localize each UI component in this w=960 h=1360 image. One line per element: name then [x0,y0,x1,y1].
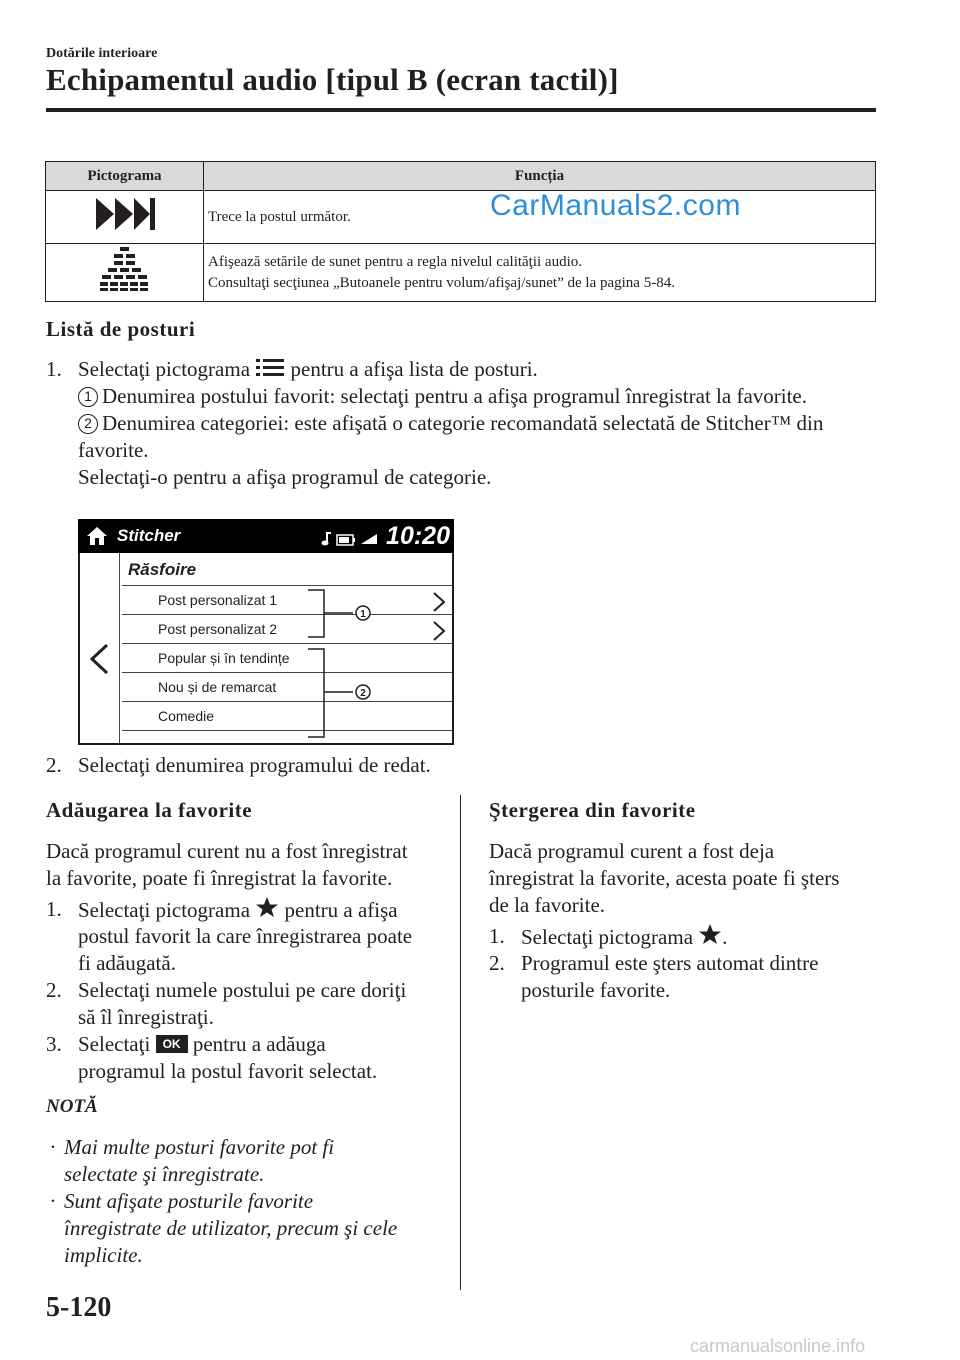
battery-icon [336,534,356,546]
footer-watermark: carmanualsonline.info [690,1336,866,1356]
table-row [46,191,876,244]
add-favorites-heading: Adăugarea la favorite [46,798,253,822]
note-text: selectate şi înregistrate. [64,1162,265,1186]
body-text: la favorite, poate fi înregistrat la favorite. [46,866,393,890]
step-number: 1. [46,357,62,381]
bullet: · [50,1135,56,1159]
callout-label-2: 2 [360,688,366,699]
station-list-step2: Selectaţi denumirea programului de redat. [78,753,431,777]
step-number: 2. [489,951,505,975]
page-number: 5-120 [46,1292,112,1323]
add-favorites-step3: Selectaţi OK pentru a adăuga [78,1032,326,1056]
station-list-step1: Selectaţi pictograma pentru a afişa lista de posturi. [78,357,538,381]
station-list-heading: Listă de posturi [46,317,196,341]
skip-forward-icon [94,196,156,232]
music-note-icon [320,531,332,547]
body-text: programul la postul favorit selectat. [78,1059,378,1083]
title-rule [46,108,876,112]
note-text: implicite. [64,1243,143,1267]
table-cell-text: Afişează setările de sunet pentru a regla nivelul calităţii audio. [208,253,583,270]
remove-favorites-heading: Ştergerea din favorite [489,798,696,822]
stitcher-screen-illustration [78,519,454,745]
icon-function-table [45,161,876,302]
bullet: · [50,1189,56,1213]
list-item[interactable]: Nou și de remarcat [122,673,452,702]
equalizer-icon [98,246,152,292]
screen-status-bar [78,519,454,553]
callout-label-1: 1 [360,609,366,620]
browse-heading: Răsfoire [122,553,452,586]
section-label: Dotările interioare [46,46,158,61]
body-text: Dacă programul curent nu a fost înregistrat [46,839,408,863]
screen-content [80,553,452,743]
note-text: Sunt afişate posturile favorite [64,1189,314,1213]
callout-marker-1: 1 [78,387,98,407]
screen-clock: 10:20 [386,522,450,550]
note-text: înregistrate de utilizator, precum şi cele [64,1216,398,1240]
remove-favorites-step1: Selectaţi pictograma . [521,925,728,949]
list-item[interactable]: Popular și în tendințe [122,644,452,673]
body-text: favorite. [78,438,149,462]
table-row [46,244,876,302]
table-header-row [46,162,876,191]
note-text: Mai multe posturi favorite pot fi [64,1135,335,1159]
step-number: 1. [46,897,62,921]
body-text: postul favorit la care înregistrarea poate [78,924,413,948]
step-number: 1. [489,924,505,948]
step-number: 3. [46,1032,62,1056]
page-title: Echipamentul audio [tipul B (ecran tactil)] [46,62,619,97]
watermark: CarManuals2.com [490,189,741,222]
column-divider [460,795,461,1290]
body-text: înregistrat la favorite, acesta poate fi şters [489,866,840,890]
callout-note-1: 1 Denumirea postului favorit: selectaţi pentru a afişa programul înregistrat la favorite. [78,383,807,410]
body-text: de la favorite. [489,893,606,917]
step-number: 2. [46,753,62,777]
table-cell-text: Consultaţi secţiunea „Butoanele pentru volum/afişaj/sunet” de la pagina 5-84. [208,274,675,291]
step-number: 2. [46,978,62,1002]
list-icon [255,357,285,379]
star-icon [698,923,722,945]
list-item[interactable]: Post personalizat 2 [122,615,452,644]
note-label: NOTĂ [46,1096,98,1117]
star-icon [255,896,279,918]
body-text: Programul este şters automat dintre [521,951,819,975]
signal-strength-icon [360,533,378,545]
screen-app-title: Stitcher [117,526,181,545]
body-text: Dacă programul curent a fost deja [489,839,775,863]
add-favorites-step1: Selectaţi pictograma pentru a afişa [78,898,398,922]
home-icon [86,526,108,546]
list-item[interactable]: Comedie [122,702,452,731]
table-header-function: Funcția [204,162,876,191]
ok-button-icon: OK [156,1035,188,1053]
callout-brackets [80,553,452,743]
body-text: Selectaţi-o pentru a afişa programul de categorie. [78,465,492,489]
body-text: Selectaţi numele postului pe care doriţi [78,978,407,1002]
body-text: fi adăugată. [78,951,176,975]
callout-note-2: 2 Denumirea categoriei: este afişată o categorie recomandată selectată de Stitcher™ din [78,410,823,437]
table-header-icon: Pictograma [46,162,204,191]
body-text: să îl înregistraţi. [78,1005,214,1029]
table-cell-text: Trece la postul următor. [208,208,351,225]
callout-marker-2: 2 [78,414,98,434]
list-item[interactable]: Post personalizat 1 [122,586,452,615]
body-text: posturile favorite. [521,978,671,1002]
